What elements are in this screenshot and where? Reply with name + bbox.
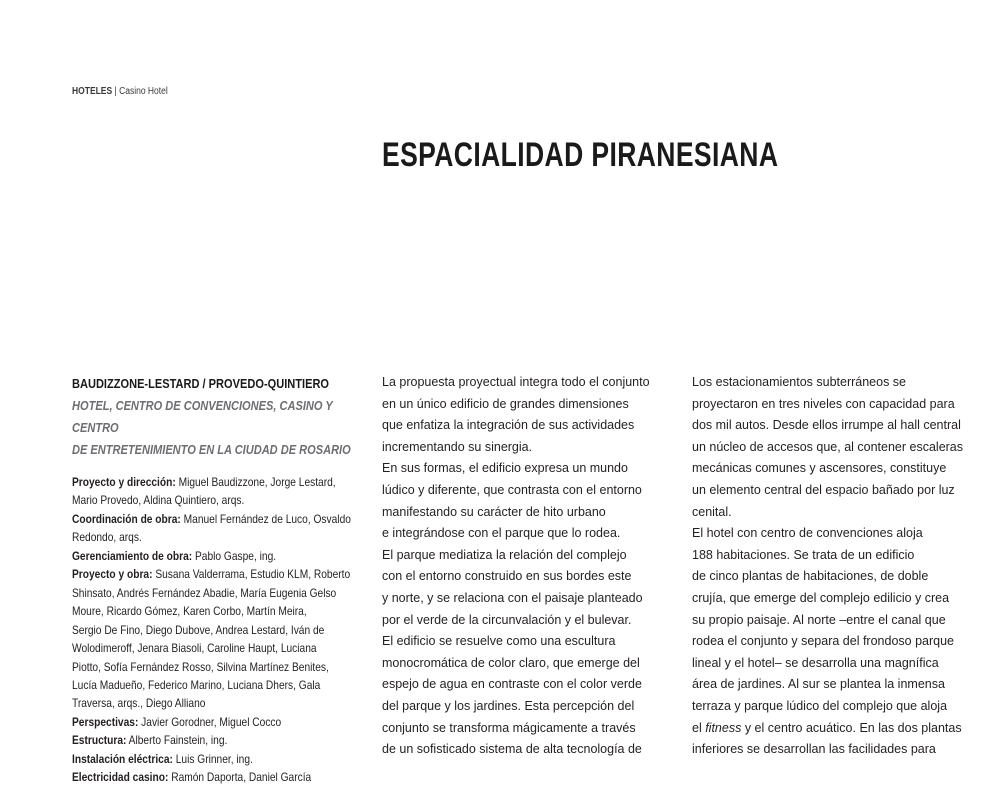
section-header [72,86,168,97]
paragraph-line: lineal y el hotel– se desarrolla una magnífica [692,655,939,670]
credit-label: Gerenciamiento de obra: [72,548,193,563]
paragraph-line: lúdico y diferente, que contrasta con el entorno [382,482,642,497]
authors-heading: BAUDIZZONE-LESTARD / PROVEDO-QUINTIERO [72,376,330,391]
body-column-1 [382,372,682,761]
credit-text: Ramón Daporta, Daniel García [168,770,312,785]
paragraph-line: un elemento central del espacio bañado por luz [692,482,955,497]
subsection-label: Casino Hotel [119,86,168,97]
credit-text: Luis Grinner, ing. [172,751,253,766]
credit-line [72,473,353,491]
paragraph-line: mecánicas comunes y ascensores, constituye [692,461,947,476]
credit-line [72,768,353,786]
credit-text: Susana Valderrama, Estudio KLM, Roberto [152,567,351,582]
paragraph-line: inferiores se desarrollan las facilidades para [692,742,936,757]
credit-line [72,528,353,546]
paragraph-line: su propio paisaje. Al norte –entre el canal que [692,612,946,627]
paragraph-line: un núcleo de accesos que, al contener escaleras [692,439,964,454]
credit-label: Proyecto y obra: [72,567,153,582]
credit-text: Lucía Madueño, Federico Marino, Luciana Dhers, Gala [72,677,321,692]
paragraph-line: conjunto se transforma mágicamente a través [382,720,636,735]
section-label: HOTELES [72,86,113,97]
paragraph-line: con el entorno construido en sus bordes este [382,569,632,584]
credit-line [72,547,353,565]
paragraph-line: 188 habitaciones. Se trata de un edificio [692,547,915,562]
paragraph-line: proyectaron en tres niveles con capacidad para [692,396,955,411]
credit-text: Pablo Gaspe, ing. [192,548,277,563]
paragraph-line: el fitness y el centro acuático. En las dos plantas [692,720,962,735]
subtitle-line: HOTEL, CENTRO DE CONVENCIONES, CASINO Y CENTRO [72,398,333,435]
paragraph-line: monocromática de color claro, que emerge del [382,655,640,670]
credit-label: Perspectivas: [72,714,139,729]
paragraph-line: de cinco plantas de habitaciones, de doble [692,569,929,584]
paragraph-line: del parque y los jardines. Esta percepción del [382,698,635,713]
credit-line [72,658,353,676]
credit-line [72,731,353,749]
credit-line [72,491,353,509]
credit-line [72,565,353,583]
credit-list [72,473,353,787]
credit-line [72,621,353,639]
paragraph-line: espejo de agua en contraste con el color verde [382,677,642,692]
credit-line [72,750,353,768]
section-separator: | [114,86,117,97]
credit-label: Electricidad casino: [72,770,169,785]
credit-text: Wolodimeroff, Jenara Biasoli, Caroline Haupt, Luciana [72,641,317,656]
paragraph-line: área de jardines. Al sur se plantea la inmensa [692,677,945,692]
subtitle-line: DE ENTRETENIMIENTO EN LA CIUDAD DE ROSARIO [72,442,351,457]
credit-line [72,694,353,712]
paragraph-line: de un sofisticado sistema de alta tecnología de [382,742,642,757]
credit-line [72,676,353,694]
project-subtitle [72,395,353,461]
paragraph-line: Los estacionamientos subterráneos se [692,375,907,389]
credit-text: Manuel Fernández de Luco, Osvaldo [180,511,351,526]
credit-text: Piotto, Sofía Fernández Rosso, Silvina Martínez Benites, [72,659,329,674]
paragraph-line: El parque mediatiza la relación del complejo [382,547,627,562]
paragraph-line: dos mil autos. Desde ellos irrumpe al hall central [692,418,961,433]
paragraph-line: La propuesta proyectual integra todo el conjunto [382,375,650,389]
paragraph-line: rodea el conjunto y separa del frondoso parque [692,634,954,649]
paragraph-line: incrementando su sinergia. [382,439,533,454]
credit-line [72,713,353,731]
credit-line [72,602,353,620]
paragraph-line: El edificio se resuelve como una escultura [382,634,616,649]
paragraph-line: que enfatiza la integración de sus actividades [382,418,635,433]
paragraph-line: en un único edificio de grandes dimensiones [382,396,629,411]
paragraph-line: manifestando su carácter de hito urbano [382,504,606,519]
credit-label: Instalación eléctrica: [72,751,173,766]
credit-text: Javier Gorodner, Miguel Cocco [138,714,282,729]
credit-text: Sergio De Fino, Diego Dubove, Andrea Lestard, Iván de [72,622,325,637]
article-title: ESPACIALIDAD PIRANESIANA [382,136,779,174]
paragraph-line: y norte, y se relaciona con el paisaje planteado [382,590,643,605]
credit-label: Coordinación de obra: [72,511,181,526]
credit-text: Miguel Baudizzone, Jorge Lestard, [175,475,336,489]
paragraph-line: e integrándose con el parque que lo rodea. [382,526,621,541]
credit-line [72,584,353,602]
paragraph-line: cenital. [692,504,732,519]
credit-line [72,639,353,657]
credit-text: Shinsato, Andrés Fernández Abadie, María Eugenia Gelso [72,585,337,600]
credit-text: Traversa, arqs., Diego Alliano [72,696,206,711]
credit-text: Mario Provedo, Aldina Quintiero, arqs. [72,493,245,508]
paragraph-line: crujía, que emerge del complejo edilicio y crea [692,590,950,605]
paragraph-line: terraza y parque lúdico del complejo que aloja [692,698,948,713]
body-column-2 [692,372,992,761]
credit-line [72,510,353,528]
paragraph-line: El hotel con centro de convenciones aloja [692,526,923,541]
credit-text: Redondo, arqs. [72,530,142,545]
paragraph-line: En sus formas, el edificio expresa un mundo [382,461,628,476]
paragraph-line: por el verde de la circunvalación y el bulevar. [382,612,632,627]
credit-text: Moure, Ricardo Gómez, Karen Corbo, Martín Meira, [72,604,307,619]
credit-label: Estructura: [72,733,127,748]
credit-label: Proyecto y dirección: [72,475,176,489]
credits-column [72,373,353,787]
credit-text: Alberto Fainstein, ing. [126,733,228,748]
